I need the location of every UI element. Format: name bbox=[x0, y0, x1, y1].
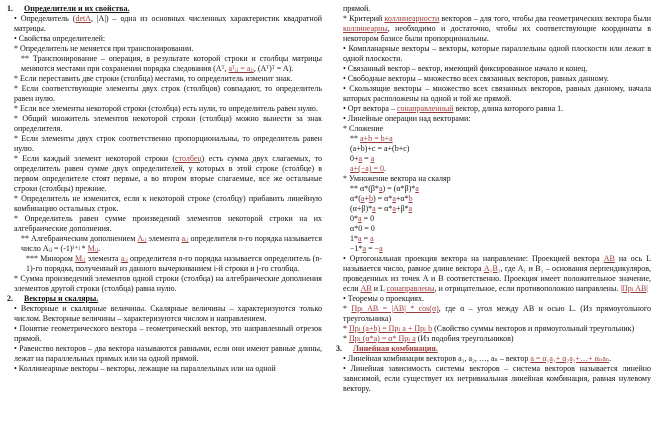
highlighted-term: сонаправлены bbox=[386, 284, 435, 293]
highlighted-term: a+b = b+a bbox=[360, 134, 393, 143]
text-run: * Если переставить две строки (столбца) местами, то определитель изменит знак. bbox=[14, 74, 293, 83]
text-run: (α+β)* bbox=[350, 204, 373, 213]
text-run: • Связанный вектор – вектор, имеющий фиксированное начало и конец. bbox=[343, 64, 588, 73]
paragraph bbox=[336, 164, 651, 174]
text-run: • Теоремы о проекциях. bbox=[343, 294, 424, 303]
paragraph bbox=[336, 194, 651, 204]
text-run: ** α*(β* bbox=[350, 184, 379, 193]
highlighted-term: Mᵢⱼ bbox=[74, 254, 86, 263]
section-number: 2. bbox=[7, 294, 13, 303]
paragraph bbox=[7, 324, 322, 344]
highlighted-term: Прₗ AB = |AB| * cos(α) bbox=[351, 304, 439, 313]
text-run: = bbox=[361, 234, 371, 243]
paragraph bbox=[7, 44, 322, 54]
text-run: • Скользящие векторы – множество всех связанных векторов, равных данному, начала которых расположены на одной и той же прямой. bbox=[343, 84, 651, 103]
text-run: +α* bbox=[395, 194, 409, 203]
highlighted-term: a bbox=[360, 194, 365, 203]
text-run: • Коллинеарные векторы – векторы, лежащие на параллельных или на одной bbox=[14, 364, 276, 373]
highlighted-term: aᵀᵢⱼ = aⱼᵢ bbox=[228, 64, 254, 73]
section-number: 3. bbox=[336, 344, 342, 353]
paragraph bbox=[336, 84, 651, 104]
highlighted-term: aᵢⱼ bbox=[181, 234, 189, 243]
highlighted-term: aᵢⱼ bbox=[120, 254, 128, 263]
paragraph bbox=[336, 234, 651, 244]
paragraph bbox=[336, 74, 651, 84]
text-run: • Компланарные векторы – векторы, которые параллельны одной плоскости или лежат в одной плоскости. bbox=[343, 44, 651, 63]
highlighted-term: a bbox=[408, 204, 413, 213]
text-run: , и отрицательное, если противоположно направлены. bbox=[434, 284, 621, 293]
text-run: • Орт вектора – bbox=[343, 104, 397, 113]
paragraph bbox=[7, 134, 322, 154]
paragraph bbox=[336, 104, 651, 114]
highlighted-term: a bbox=[379, 244, 383, 253]
highlighted-term: AB bbox=[360, 284, 372, 293]
paragraph bbox=[336, 174, 651, 184]
section-heading bbox=[336, 344, 651, 354]
paragraph bbox=[336, 204, 651, 214]
paragraph bbox=[7, 234, 322, 254]
paragraph bbox=[7, 114, 322, 134]
highlighted-term: a bbox=[370, 234, 374, 243]
text-run: и L bbox=[371, 284, 387, 293]
text-run: * bbox=[343, 324, 349, 333]
text-run: * Определитель не изменится, если к некоторой строке (столбцу) прибавить линейную комбинацию остальных строк. bbox=[14, 194, 322, 213]
highlighted-term: |Прₗ AB| bbox=[620, 284, 648, 293]
highlighted-term: коллинеарны bbox=[343, 24, 388, 33]
section-number: 1. bbox=[7, 4, 13, 13]
text-run: = α* bbox=[375, 204, 393, 213]
text-run: −1* bbox=[350, 244, 363, 253]
paragraph bbox=[336, 244, 651, 254]
text-run: *** Минором bbox=[26, 254, 75, 263]
paragraph bbox=[7, 194, 322, 214]
text-run: * Сумма произведений элементов одной строки (столбца) на алгебраические дополнения элементов другой строки (столбца) равна нулю. bbox=[14, 274, 322, 293]
paragraph bbox=[7, 214, 322, 234]
paragraph bbox=[336, 254, 651, 294]
highlighted-term: a bbox=[415, 184, 419, 193]
column-right bbox=[336, 4, 651, 434]
paragraph bbox=[336, 134, 651, 144]
text-run: , необходимо и достаточно, чтобы их соответствующие координаты в некотором базисе были пропорциональны. bbox=[343, 24, 651, 43]
highlighted-term: a bbox=[358, 214, 362, 223]
highlighted-term: AB bbox=[603, 254, 615, 263]
text-run: вектор, длина которого равна 1. bbox=[453, 104, 564, 113]
text-run: * Определитель не меняется при транспонировании. bbox=[14, 44, 194, 53]
text-run: * Критерий bbox=[343, 14, 385, 23]
text-run: α*( bbox=[350, 194, 361, 203]
text-run: • Линейная комбинация векторов a₁, a₂, …, aₙ – вектор bbox=[343, 354, 531, 363]
text-run: * bbox=[343, 304, 352, 313]
text-run: ** Алгебраическим дополнением bbox=[21, 234, 138, 243]
paragraph bbox=[7, 304, 322, 324]
section-title: Определители и их свойства. bbox=[24, 4, 130, 13]
paragraph bbox=[7, 274, 322, 294]
highlighted-term: Прₗ (a+b) = Прₗ a + Прₗ b bbox=[349, 324, 433, 333]
text-run: , где α – угол между AB и осью L. (Из прямоугольного треугольника) bbox=[343, 304, 651, 323]
highlighted-term: a bbox=[362, 244, 367, 253]
text-run: ) = α* bbox=[372, 194, 393, 203]
text-run: , |A|) – одна из основных численных характеристик квадратной матрицы. bbox=[14, 14, 322, 33]
text-run: * Если все элементы некоторой строки (столбца) есть нули, то определитель равен нулю. bbox=[14, 104, 318, 113]
highlighted-term: A₁B₁ bbox=[483, 264, 501, 273]
paragraph bbox=[336, 154, 651, 164]
text-run: • Понятие геометрического вектора – геометрический вектор, это направленный отрезок прямой. bbox=[14, 324, 322, 343]
text-run: элемента bbox=[85, 254, 121, 263]
paragraph bbox=[7, 104, 322, 114]
text-run: α*0 = 0 bbox=[350, 224, 375, 233]
highlighted-term: detA bbox=[75, 14, 91, 23]
paragraph bbox=[7, 34, 322, 44]
highlighted-term: a bbox=[392, 194, 396, 203]
text-run: ** bbox=[350, 134, 360, 143]
text-run: + bbox=[364, 194, 369, 203]
paragraph bbox=[336, 64, 651, 74]
text-run: определителя n-го порядка называется число Aᵢⱼ = (-1)ⁱ⁺ʲ * bbox=[21, 234, 322, 253]
paragraph bbox=[336, 294, 651, 304]
paragraph bbox=[336, 354, 651, 364]
paragraph bbox=[7, 14, 322, 34]
highlighted-term: столбец bbox=[175, 154, 202, 163]
text-run: • Линейная зависимость системы векторов – система векторов называется линейно зависимой, если существует их нетривиальная линейная комбинация, равная нулевому вектору. bbox=[343, 364, 651, 393]
paragraph bbox=[7, 154, 322, 194]
highlighted-term: b bbox=[368, 194, 373, 203]
text-run: определителя n-го порядка называется определитель (n-1)-го порядка, полученный из данного вычеркиванием i-й строки и j-го столбца. bbox=[26, 254, 322, 273]
highlighted-term: a bbox=[378, 184, 383, 193]
text-run: = − bbox=[366, 244, 380, 253]
paragraph bbox=[336, 334, 651, 344]
text-run: • Линейные операции над векторами: bbox=[343, 114, 471, 123]
text-run: * Умножение вектора на скаляр bbox=[343, 174, 451, 183]
text-run: • Ортогональная проекция вектора на направление: Проекцией вектора bbox=[343, 254, 604, 263]
section-title: Векторы и скаляры. bbox=[24, 294, 99, 303]
highlighted-term: a = α₁a₁+ α₂a₂+…+ αₙaₙ bbox=[530, 354, 610, 363]
paragraph bbox=[336, 324, 651, 334]
highlighted-term: сонаправленный bbox=[396, 104, 454, 113]
paragraph bbox=[336, 114, 651, 124]
text-run: * Общий множитель элементов некоторой строки (столбца) можно вынести за знак определителя. bbox=[14, 114, 322, 133]
text-run: * Определитель равен сумме произведений элементов некоторой строки на их алгебраические дополнения. bbox=[14, 214, 322, 233]
text-run: . bbox=[383, 164, 386, 173]
section-heading bbox=[7, 4, 322, 14]
text-run: * Если каждый элемент некоторой строки ( bbox=[14, 154, 176, 163]
paragraph bbox=[336, 364, 651, 394]
text-run: = 0 bbox=[361, 214, 375, 223]
text-run: ** Транспонирование – операция, в результате которой строки и столбцы матрицы меняются местами при сохранении порядка следования (Aᵀ, bbox=[21, 54, 322, 73]
text-run: на ось L называется число, равное длине вектора bbox=[343, 254, 651, 273]
highlighted-term: Mᵢⱼ bbox=[87, 244, 99, 253]
highlighted-term: a bbox=[372, 204, 376, 213]
paragraph bbox=[336, 124, 651, 134]
highlighted-term: Aᵢⱼ bbox=[137, 234, 147, 243]
highlighted-term: a bbox=[392, 204, 396, 213]
text-run: 0* bbox=[350, 214, 358, 223]
paragraph bbox=[336, 4, 651, 14]
text-run: (Из подобия треугольников) bbox=[415, 334, 514, 343]
text-run: • Определитель ( bbox=[14, 14, 76, 23]
paragraph bbox=[336, 44, 651, 64]
text-run: , где A₁ и B₁ – основания перпендикуляров, проведенных из точек A и B соответственно. Проекция имеет положительное значение, если bbox=[343, 264, 651, 293]
highlighted-term: коллинеарности bbox=[384, 14, 440, 23]
paragraph bbox=[336, 224, 651, 234]
text-run: векторов – для того, чтобы два геометрических вектора были bbox=[439, 14, 651, 23]
section-heading bbox=[7, 294, 322, 304]
text-run: (Свойство суммы векторов и прямоугольный треугольник) bbox=[432, 324, 635, 333]
text-run: элемента bbox=[146, 234, 182, 243]
section-title: Линейная комбинация. bbox=[353, 344, 438, 353]
text-run: . bbox=[98, 244, 101, 253]
text-run: прямой. bbox=[343, 4, 371, 13]
text-run: , (Aᵀ)ᵀ = A). bbox=[253, 64, 294, 73]
paragraph bbox=[7, 344, 322, 364]
text-run: * Если элементы двух строк соответственно пропорциональны, то определитель равен нулю. bbox=[14, 134, 322, 153]
text-run: ) есть сумма двух слагаемых, то определитель равен сумме двух определителей, у которых в этой строке (столбце) в первом определителе стоят первые, а во втором вторые слагаемые, все же остальные строки (столбцы) прежние. bbox=[14, 154, 322, 193]
paragraph bbox=[336, 184, 651, 194]
paragraph bbox=[336, 214, 651, 224]
text-run: . bbox=[609, 354, 612, 363]
paragraph bbox=[336, 14, 651, 44]
text-run: * Сложение bbox=[343, 124, 384, 133]
paragraph bbox=[336, 304, 651, 324]
text-run: 1* bbox=[350, 234, 358, 243]
text-run: • Равенство векторов – два вектора называются равными, если они имеют равные длины, лежат на параллельных прямых или на одной прямой. bbox=[14, 344, 322, 363]
text-run: * Если соответствующие элементы двух строк (столбцов) совпадают, то определитель равен нулю. bbox=[14, 84, 322, 103]
paragraph bbox=[7, 364, 322, 374]
text-run: • Векторные и скалярные величины. Скалярные величины – характеризуются только числом. Векторные величины – характеризуются числом и направлением. bbox=[14, 304, 322, 323]
paragraph bbox=[336, 144, 651, 154]
paragraph bbox=[7, 74, 322, 84]
highlighted-term: a bbox=[370, 154, 375, 163]
text-run: +β* bbox=[395, 204, 409, 213]
text-run: (a+b)+c = a+(b+c) bbox=[350, 144, 410, 153]
text-run: * bbox=[343, 334, 349, 343]
text-run: • Свободные векторы – множество всех связанных векторов, равных данному. bbox=[343, 74, 609, 83]
text-run: 0+ bbox=[350, 154, 359, 163]
highlighted-term: a bbox=[358, 154, 363, 163]
highlighted-term: b bbox=[408, 194, 413, 203]
highlighted-term: Прₗ (α*a) = α* Прₗ a bbox=[349, 334, 416, 343]
highlighted-term: a+(−a) = 0 bbox=[350, 164, 384, 173]
highlighted-term: a bbox=[358, 234, 362, 243]
paragraph bbox=[7, 84, 322, 104]
paragraph bbox=[7, 254, 322, 274]
paragraph bbox=[7, 54, 322, 74]
text-run: • Свойства определителей: bbox=[14, 34, 106, 43]
column-left bbox=[7, 4, 322, 434]
text-run: ) = (α*β)* bbox=[382, 184, 416, 193]
text-run: = bbox=[362, 154, 371, 163]
